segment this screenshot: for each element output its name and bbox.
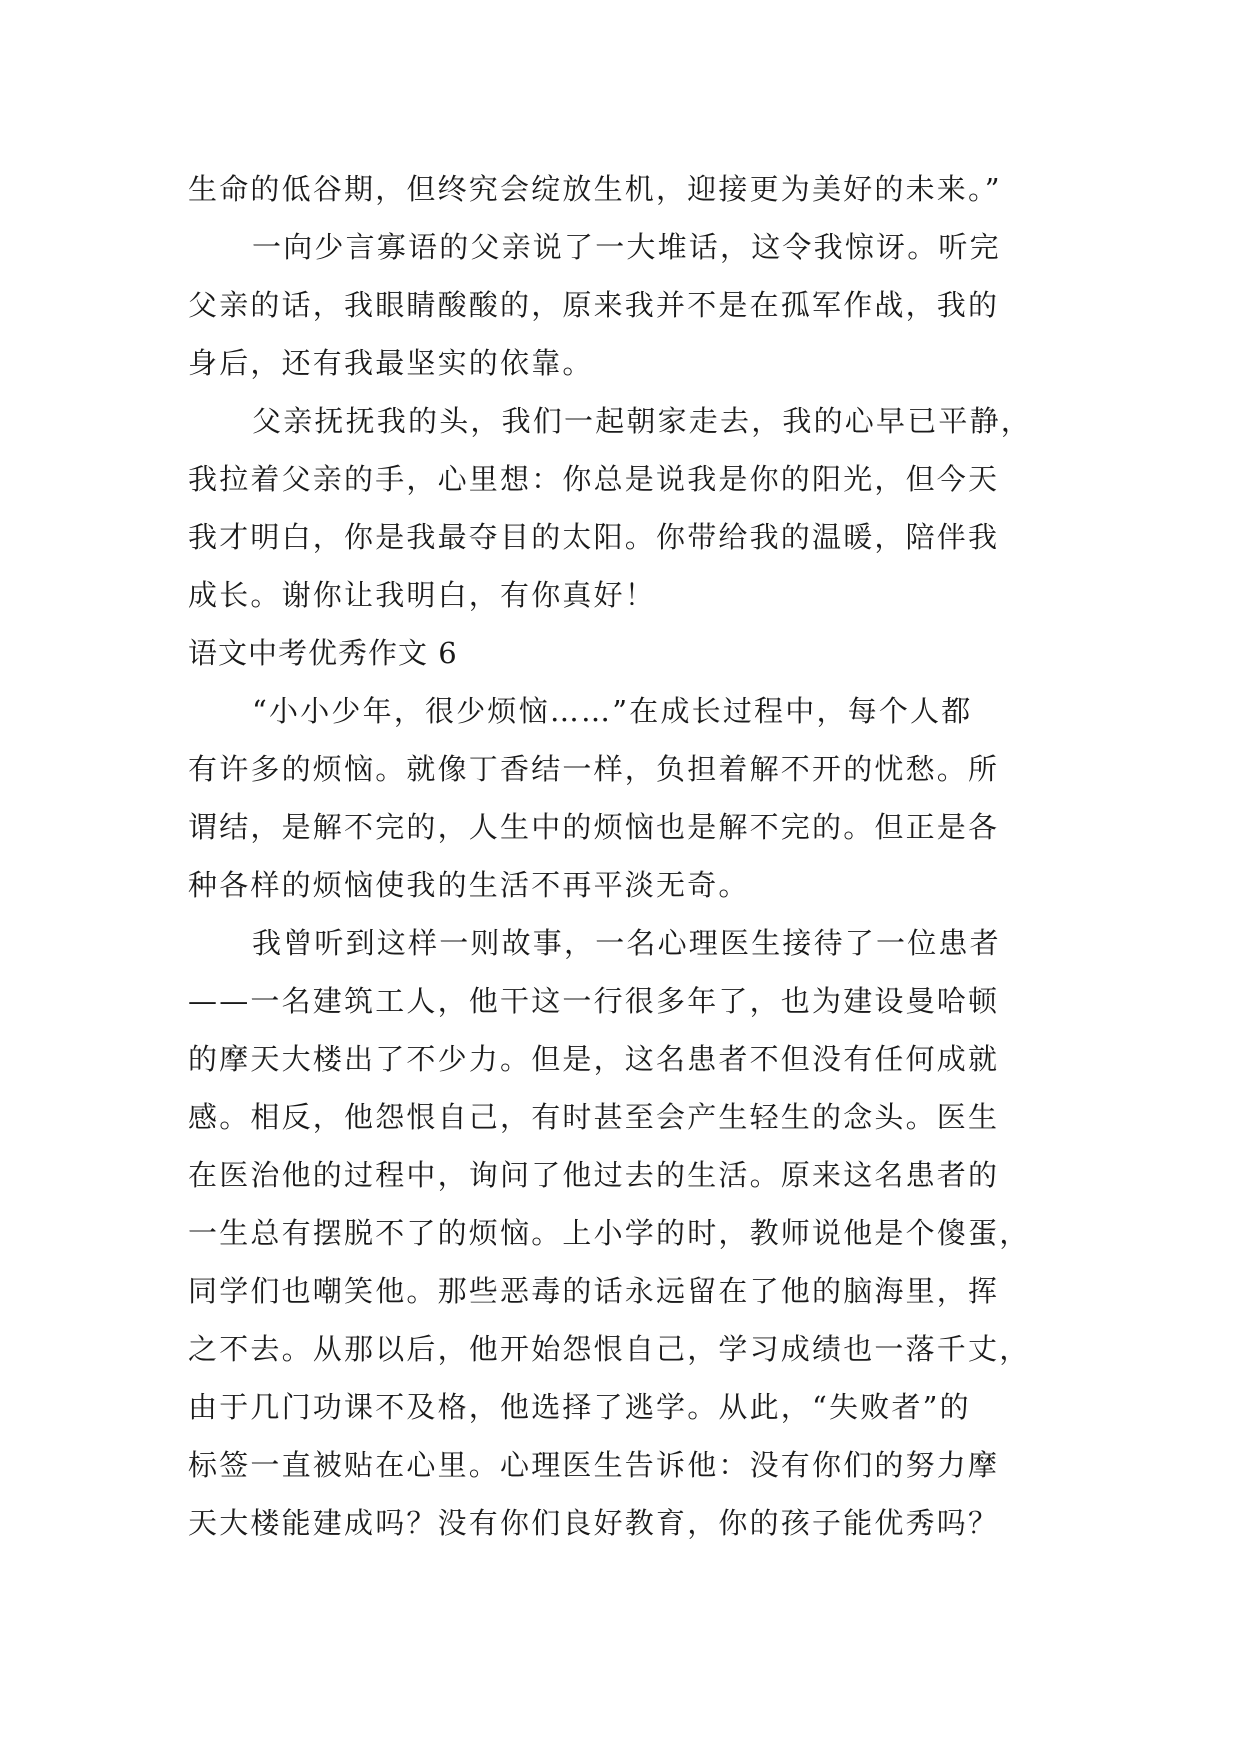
text-line: 生命的低谷期，但终究会绽放生机，迎接更为美好的未来。” [188, 172, 1002, 206]
text-line: 种各样的烦恼使我的生活不再平淡无奇。 [188, 868, 750, 902]
paragraph-start-line: 父亲抚抚我的头，我们一起朝家走去，我的心早已平静， [252, 404, 1033, 438]
text-line: 标签一直被贴在心里。心理医生告诉他：没有你们的努力摩 [188, 1448, 1000, 1482]
text-line: 父亲的话，我眼睛酸酸的，原来我并不是在孤军作战，我的 [188, 288, 1000, 322]
document-body [188, 160, 1068, 1552]
paragraph-start-line: 一向少言寡语的父亲说了一大堆话，这令我惊讶。听完 [252, 230, 1001, 264]
text-line: 由于几门功课不及格，他选择了逃学。从此，“失败者”的 [188, 1390, 971, 1424]
text-line: 谓结，是解不完的，人生中的烦恼也是解不完的。但正是各 [188, 810, 1000, 844]
text-line: 在医治他的过程中，询问了他过去的生活。原来这名患者的 [188, 1158, 1000, 1192]
text-line: 天大楼能建成吗？没有你们良好教育，你的孩子能优秀吗？ [188, 1506, 1000, 1540]
text-line: 之不去。从那以后，他开始怨恨自己，学习成绩也一落千丈， [188, 1332, 1031, 1366]
text-line: 一生总有摆脱不了的烦恼。上小学的时，教师说他是个傻蛋， [188, 1216, 1031, 1250]
text-line: ——一名建筑工人，他干这一行很多年了，也为建设曼哈顿 [188, 984, 1000, 1018]
paragraph-start-line: 我曾听到这样一则故事，一名心理医生接待了一位患者 [252, 926, 1001, 960]
text-line: 我才明白，你是我最夺目的太阳。你带给我的温暖，陪伴我 [188, 520, 1000, 554]
text-line: 同学们也嘲笑他。那些恶毒的话永远留在了他的脑海里，挥 [188, 1274, 1000, 1308]
text-line: 我拉着父亲的手，心里想：你总是说我是你的阳光，但今天 [188, 462, 1000, 496]
text-line: 感。相反，他怨恨自己，有时甚至会产生轻生的念头。医生 [188, 1100, 1000, 1134]
paragraph-start-line: “小小少年，很少烦恼……”在成长过程中，每个人都 [252, 694, 973, 728]
text-line: 的摩天大楼出了不少力。但是，这名患者不但没有任何成就 [188, 1042, 1000, 1076]
section-heading: 语文中考优秀作文 6 [188, 636, 458, 670]
text-line: 身后，还有我最坚实的依靠。 [188, 346, 594, 380]
text-line: 成长。谢你让我明白，有你真好！ [188, 578, 657, 612]
text-line: 有许多的烦恼。就像丁香结一样，负担着解不开的忧愁。所 [188, 752, 1000, 786]
